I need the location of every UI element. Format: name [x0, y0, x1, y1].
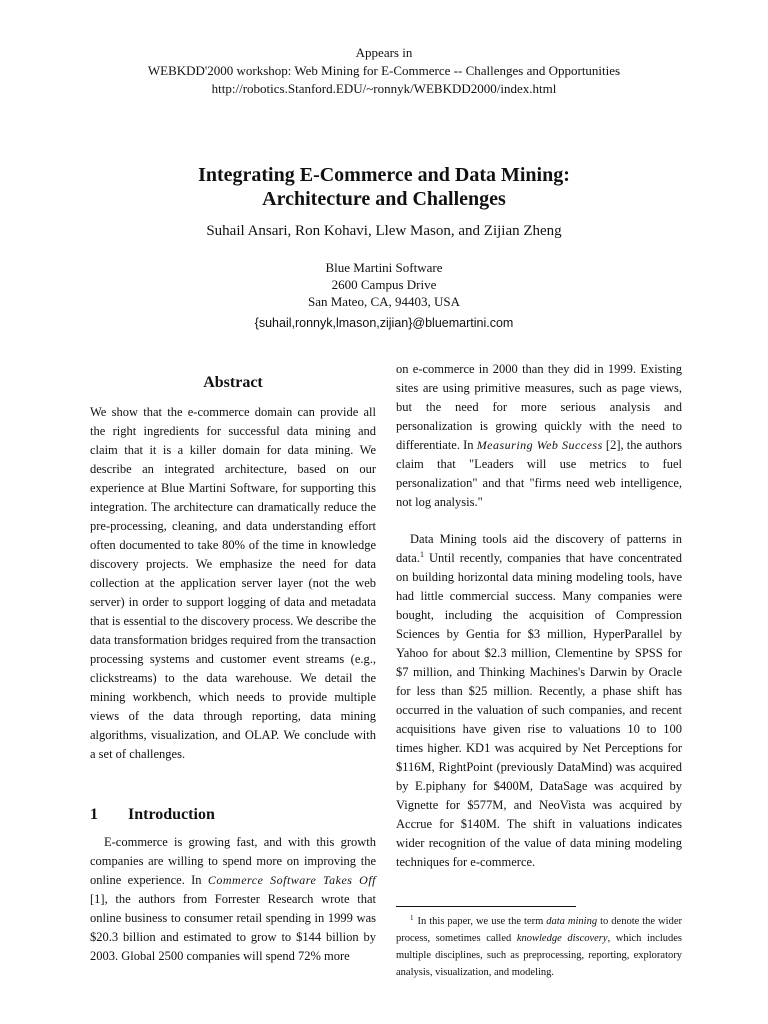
- footnote: [396, 913, 682, 981]
- footnote-marker: 1: [419, 549, 424, 559]
- appears-in-label: Appears in: [355, 45, 413, 60]
- footnote-text-a: In this paper, we use the term: [417, 916, 547, 927]
- citation-title: Commerce Software Takes Off: [207, 873, 376, 887]
- right-paragraph-2: [396, 530, 682, 872]
- author-email: {suhail,ronnyk,lmason,zijian}@bluemartini.com: [254, 316, 514, 330]
- left-column: [90, 370, 376, 966]
- right-p2-text-b: Until recently, companies that have concentrated on building horizontal data mining modeling tools, have had little commercial success. Many companies were bought, including the acquisition of Compression Sciences by Gentia for $3 million, HyperParallel by Yahoo for about $2.3 million, Clementine by SPSS for $7 million, and Thinking Machines's Darwin by Oracle for less than $25 million. Recently, a phase shift has occurred in the valuation of such companies, and recent acquisitions have given rise to valuations 10 to 100 times higher. KD1 was acquired by Net Perceptions for $116M, RightPoint (previously DataMind) was acquired by E.piphany for $400M, DataSage was acquired by Vignette for $577M, and NeoVista was acquired by Accrue for $140M. The shift in valuations indicates wider recognition of the value of data mining modeling techniques for e-commerce.: [396, 551, 682, 869]
- right-p1-text-b: [2], the authors claim that "Leaders will use metrics to fuel personalization" and that "firms need web intelligence, not log analysis.": [396, 438, 682, 509]
- section-heading-introduction: [90, 804, 376, 826]
- right-p2-text-a: Data Mining tools aid the discovery of patterns in data.: [396, 532, 682, 565]
- footnote-term-data-mining: data mining: [546, 916, 598, 927]
- right-column: [396, 360, 682, 981]
- affiliation-street: 2600 Campus Drive: [331, 277, 437, 292]
- author-list: Suhail Ansari, Ron Kohavi, Llew Mason, and Zijian Zheng: [206, 223, 562, 239]
- affiliation-org: Blue Martini Software: [325, 260, 443, 275]
- paper-title: [0, 163, 768, 211]
- footnote-text-b: to denote the wider process, sometimes called: [396, 916, 683, 944]
- title-line-2: Architecture and Challenges: [262, 188, 506, 210]
- affiliation-city: San Mateo, CA, 94403, USA: [307, 294, 461, 309]
- intro-text-a: E-commerce is growing fast, and with this growth companies are willing to spend more on improving the online experience. In: [90, 835, 376, 887]
- footnote-divider: [396, 906, 576, 907]
- abstract-text: We show that the e-commerce domain can provide all the right ingredients for successful data mining and claim that it is a killer domain for data mining. We describe an integrated architecture, based on our experience at Blue Martini Software, for supporting this integration. The architecture can dramatically reduce the pre-processing, cleaning, and data understanding effort often documented to take 80% of the time in knowledge discovery projects. We emphasize the need for data collection at the application server layer (not the web server) in order to support logging of data and metadata that is essential to the discovery process. We describe the data transformation bridges required from the transaction processing systems and customer event streams (e.g., clickstreams) to the data warehouse. We detail the mining workbench, which needs to provide multiple views of the data through reporting, data mining algorithms, visualization, and OLAP. We conclude with a set of challenges.: [90, 405, 377, 761]
- intro-paragraph-1: [90, 833, 376, 966]
- workshop-name: WEBKDD'2000 workshop: Web Mining for E-Commerce -- Challenges and Opportunities: [147, 63, 621, 78]
- abstract-heading: Abstract: [203, 374, 263, 391]
- footnote-term-knowledge-discovery: knowledge discovery: [516, 933, 608, 944]
- section-number: 1: [90, 806, 98, 823]
- publication-header: [0, 44, 768, 98]
- section-title: Introduction: [128, 806, 215, 823]
- right-paragraph-1: [396, 360, 682, 512]
- workshop-url: http://robotics.Stanford.EDU/~ronnyk/WEBKDD2000/index.html: [211, 81, 557, 96]
- citation-title: Measuring Web Success: [476, 438, 603, 452]
- affiliation: [0, 259, 768, 310]
- footnote-number: 1: [410, 913, 414, 922]
- title-line-1: Integrating E-Commerce and Data Mining:: [198, 164, 570, 186]
- footnote-text-c: , which includes multiple disciplines, such as preprocessing, reporting, exploratory analysis, visualization, and modeling.: [396, 933, 683, 978]
- right-p1-text-a: on e-commerce in 2000 than they did in 1999. Existing sites are using primitive measures, such as page views, but the need for more serious analysis and personalization is growing quickly with the need to differentiate. In: [396, 362, 682, 452]
- intro-text-b: [1], the authors from Forrester Research wrote that online business to consumer retail spending in 1999 was $20.3 billion and estimated to grow to $144 billion by 2003. Global 2500 companies will spend 72% more: [90, 892, 376, 963]
